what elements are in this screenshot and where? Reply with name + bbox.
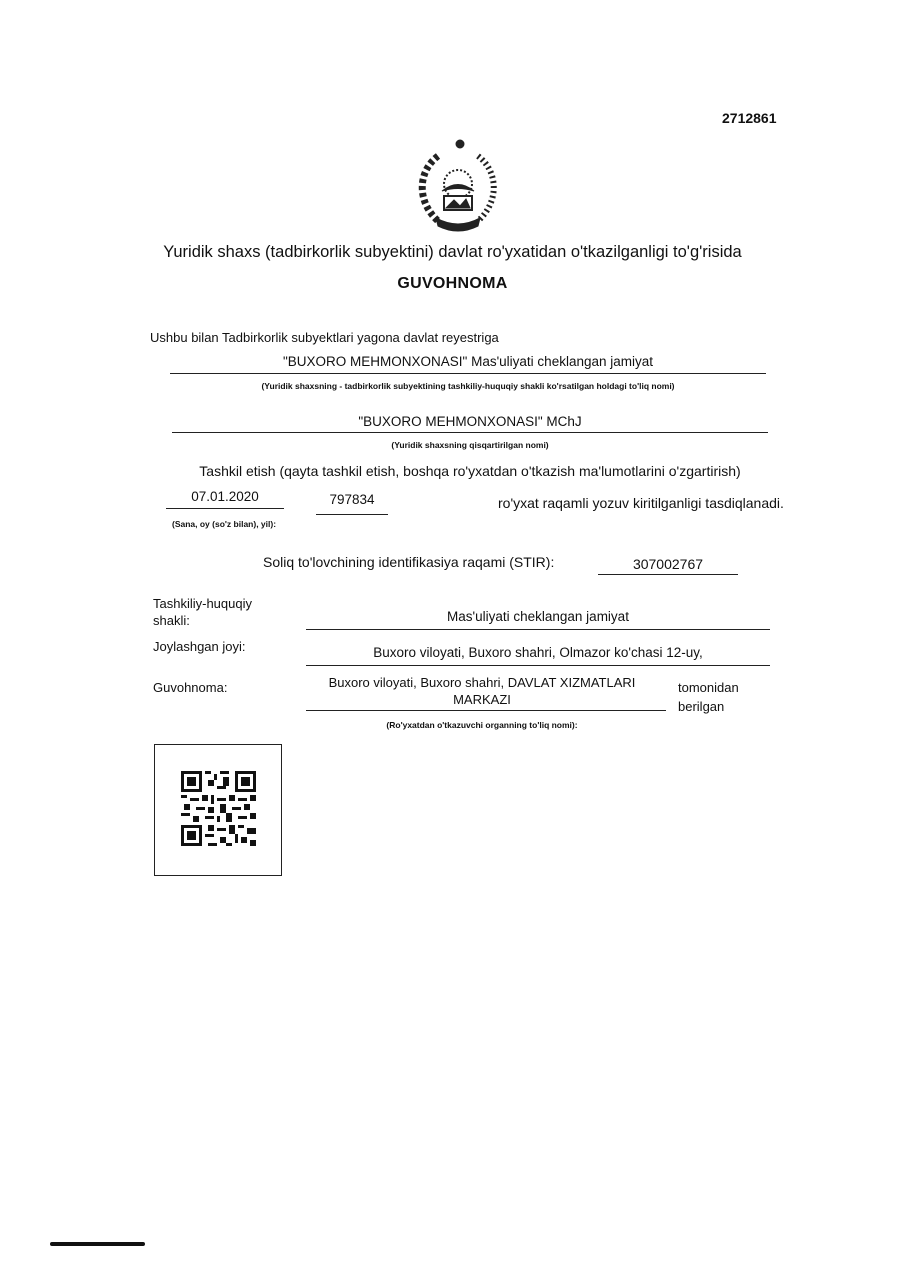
location-value: Buxoro viloyati, Buxoro shahri, Olmazor ko'chasi 12-uy, [373,645,703,660]
registration-number: 797834 [329,492,375,507]
legal-form-line [306,629,770,630]
certificate-suffix-line1: tomonidan [678,680,739,695]
state-emblem-icon [408,136,508,236]
legal-form-label-line1: Tashkiliy-huquqiy [153,596,252,611]
short-name-value: "BUXORO MEHMONXONASI" MChJ [358,414,582,429]
full-name-value: "BUXORO MEHMONXONASI" Mas'uliyati cheklangan jamiyat [282,354,654,369]
stir-label: Soliq to'lovchining identifikasiya raqami (STIR): [263,554,555,570]
action-text: Tashkil etish (qayta tashkil etish, boshqa ro'yxatdan o'tkazish ma'lumotlarini o'zgartirish) [199,463,741,479]
full-name-caption: (Yuridik shaxsning - tadbirkorlik subyektining tashkiliy-huquqiy shakli ko'rsatilgan holdagi to'liq nomi) [261,381,675,391]
registration-date-line [166,508,284,509]
scan-mark [50,1242,145,1246]
short-name-line [172,432,768,433]
certificate-issuer-line2: MARKAZI [453,692,511,707]
document-number: 2712861 [722,110,777,126]
qr-code-icon [181,771,256,846]
stir-value: 307002767 [632,556,704,572]
intro-text: Ushbu bilan Tadbirkorlik subyektlari yagona davlat reyestriga [150,330,499,345]
certificate-suffix-line2: berilgan [678,699,725,714]
certificate-label: Guvohnoma: [153,680,228,695]
stir-line [598,574,738,575]
legal-form-value: Mas'uliyati cheklangan jamiyat [447,609,629,624]
registration-number-line [316,514,388,515]
full-name-line [170,373,766,374]
registration-date-caption: (Sana, oy (so'z bilan), yil): [172,519,277,529]
legal-form-label-line2: shakli: [153,613,190,628]
registration-confirm-text: ro'yxat raqamli yozuv kiritilganligi tasdiqlanadi. [498,495,784,511]
document-heading: GUVOHNOMA [397,275,508,292]
document-title: Yuridik shaxs (tadbirkorlik subyektini) davlat ro'yxatidan o'tkazilganligi to'g'risida [163,243,742,261]
certificate-issuer-line [306,710,666,711]
certificate-caption: (Ro'yxatdan o'tkazuvchi organning to'liq nomi): [386,720,578,730]
location-line [306,665,770,666]
registration-date: 07.01.2020 [191,489,259,504]
location-label: Joylashgan joyi: [153,639,246,654]
certificate-issuer-line1: Buxoro viloyati, Buxoro shahri, DAVLAT XIZMATLARI [328,675,636,690]
short-name-caption: (Yuridik shaxsning qisqartirilgan nomi) [391,440,549,450]
